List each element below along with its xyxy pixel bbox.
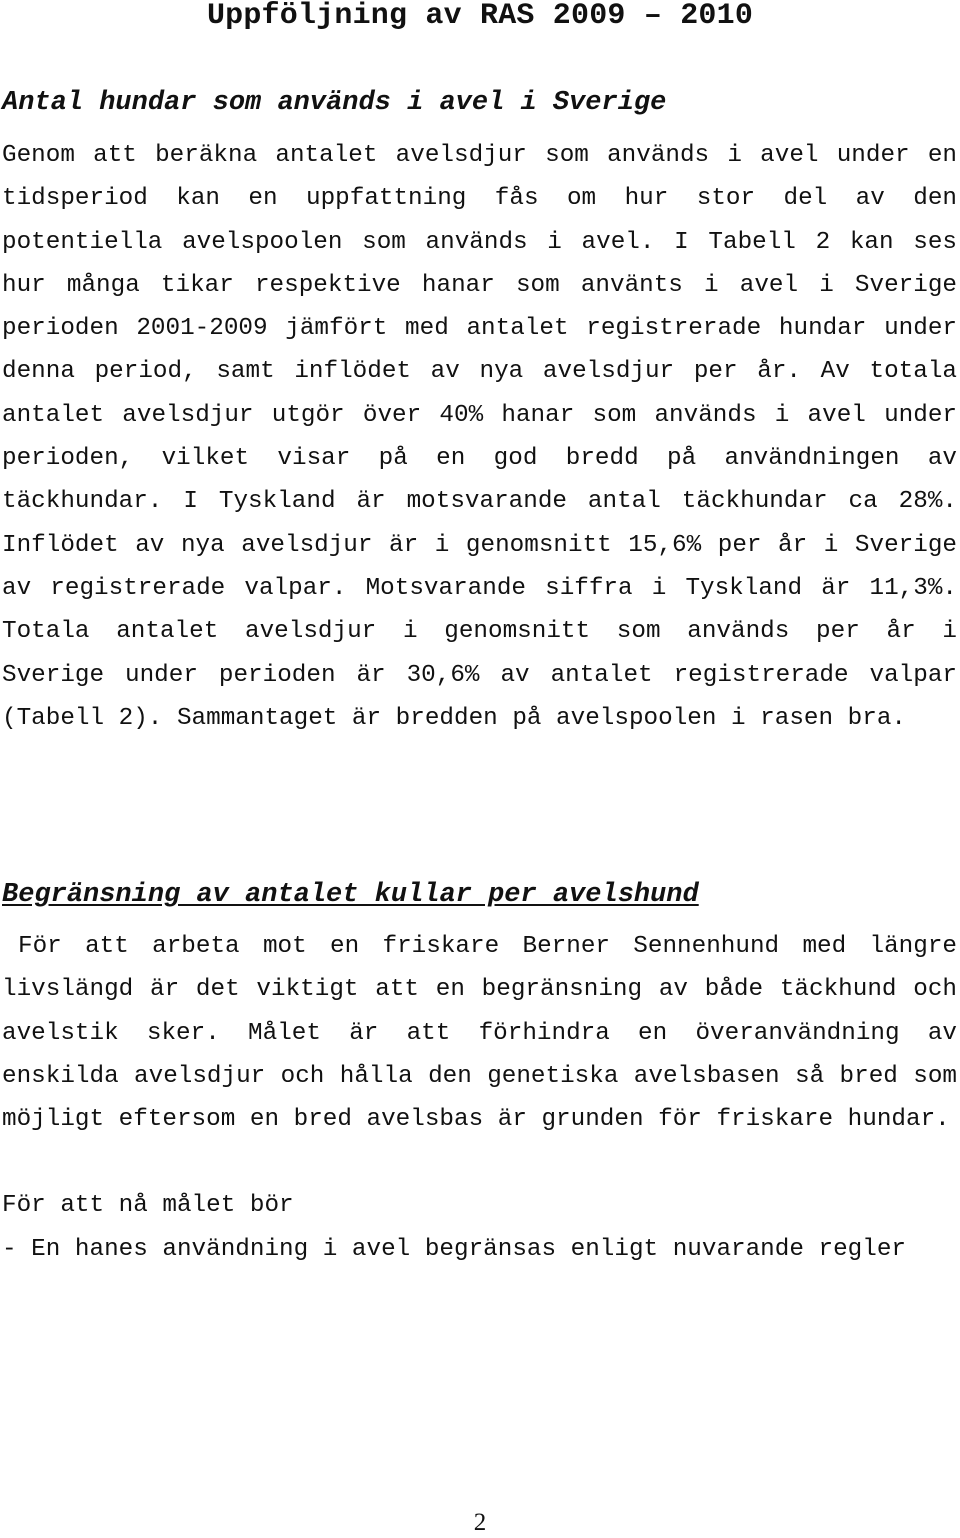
section-heading-breeding-dogs-sweden: Antal hundar som används i avel i Sverige <box>2 88 667 118</box>
list-lead-in: För att nå målet bör <box>2 1192 294 1219</box>
list-item: - En hanes användning i avel begränsas enligt nuvarande regler <box>2 1236 906 1263</box>
paragraph-breeding-dogs-sweden: Genom att beräkna antalet avelsdjur som används i avel under en tidsperiod kan en uppfattning fås om hur stor del av den potentiella avelspoolen som används i avel. I Tabell 2 kan ses hur många tikar respektive hanar som använts i avel i Sverige perioden 2001-2009 jämfört med antalet registrerade hundar under denna period, samt inflödet av nya avelsdjur per år. Av totala antalet avelsdjur utgör över 40% hanar som används i avel under perioden, vilket visar på en god bredd på användningen av täckhundar. I Tyskland är motsvarande antal täckhundar ca 28%. Inflödet av nya avelsdjur är i genomsnitt 15,6% per år i Sverige av registrerade valpar. Motsvarande siffra i Tyskland är 11,3%. Totala antalet avelsdjur i genomsnitt som används per år i Sverige under perioden är 30,6% av antalet registrerade valpar (Tabell 2). Sammantaget är bredden på avelspoolen i rasen bra. <box>2 142 957 732</box>
paragraph-litter-limitation: För att arbeta mot en friskare Berner Sennenhund med längre livslängd är det viktigt att en begränsning av både täckhund och avelstik sker. Målet är att förhindra en överanvändning av enskilda avelsdjur och hålla den genetiska avelsbasen så bred som möjligt eftersom en bred avelsbas är grunden för friskare hundar. <box>2 933 957 1134</box>
page-number: 2 <box>473 1509 487 1536</box>
section-heading-litter-limitation: Begränsning av antalet kullar per avelshund <box>2 880 699 910</box>
page-title: Uppföljning av RAS 2009 – 2010 <box>206 0 754 33</box>
